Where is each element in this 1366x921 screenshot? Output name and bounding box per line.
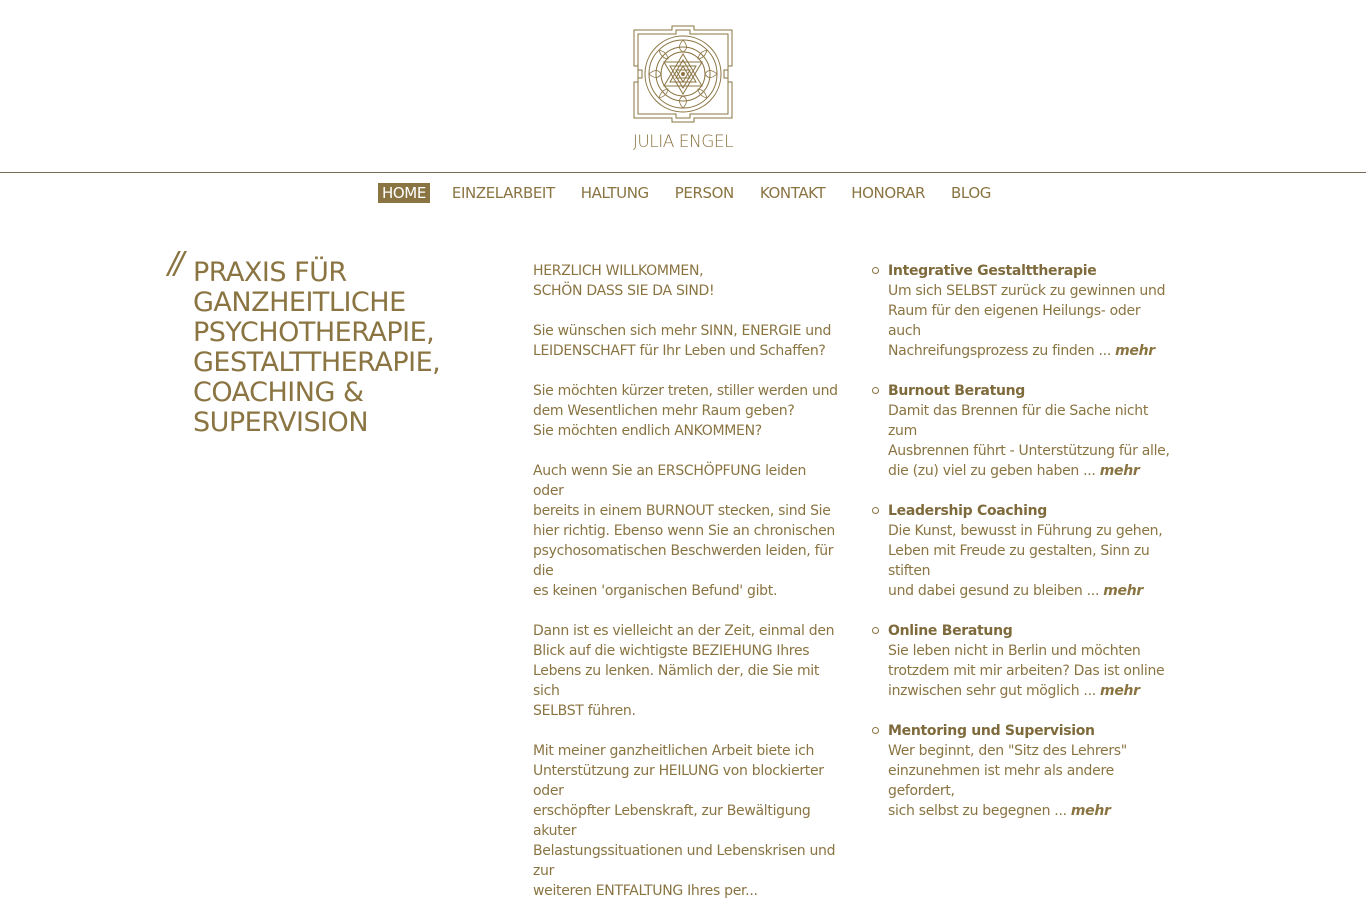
nav-item-honorar[interactable]: HONORAR [851,184,926,202]
service-description-text: Sie leben nicht in Berlin und möchten trotzdem mit mir arbeiten? Das ist online inzwischen sehr gut möglich ... [888,643,1165,699]
service-item [872,261,1172,361]
more-link[interactable]: mehr [1100,683,1140,699]
header-divider [0,172,1366,173]
more-link[interactable]: mehr [1099,463,1140,479]
bullet-icon [872,507,879,514]
welcome-greeting: HERZLICH WILLKOMMEN, SCHÖN DASS SIE DA SIND! [533,263,715,299]
more-link[interactable]: mehr [1115,343,1155,359]
welcome-paragraph: Sie wünschen sich mehr SINN, ENERGIE und LEIDENSCHAFT für Ihr Leben und Schaffen? [533,323,832,359]
service-item [872,621,1172,701]
welcome-paragraph: Sie möchten kürzer treten, stiller werden und dem Wesentlichen mehr Raum geben? Sie möchten endlich ANKOMMEN? [533,383,838,439]
service-description-text: Um sich SELBST zurück zu gewinnen und Raum für den eigenen Heilungs- oder auch Nachreifungsprozess zu finden ... [888,283,1166,359]
service-description [888,281,1172,361]
welcome-paragraph: Auch wenn Sie an ERSCHÖPFUNG leiden oder bereits in einem BURNOUT stecken, sind Sie hier richtig. Ebenso wenn Sie an chronischen psychosomatischen Beschwerden leiden, für die es keinen 'organischen Befund' gibt. [533,463,835,599]
welcome-paragraph: Mit meiner ganzheitlichen Arbeit biete ich Unterstützung zur HEILUNG von blockierter oder erschöpfter Lebenskraft, zur Bewältigung akuter Belastungssituationen und Lebenskrisen und zur weiteren ENTFALTUNG Ihres per... [533,743,836,899]
site-name[interactable]: JULIA ENGEL [632,132,734,152]
service-description [888,741,1172,821]
headline-line: PRAXIS FÜR [193,257,347,288]
service-title[interactable]: Leadership Coaching [888,503,1047,519]
service-description [888,641,1172,701]
site-header [0,0,1366,172]
service-description-text: Damit das Brennen für die Sache nicht zum Ausbrennen führt - Unterstützung für alle, die (zu) viel zu geben haben ... [888,403,1170,479]
headline-line: COACHING & [193,377,364,408]
bullet-icon [872,267,879,274]
bullet-icon [872,727,879,734]
headline-line: PSYCHOTHERAPIE, [193,317,435,348]
nav-item-blog[interactable]: BLOG [951,184,991,202]
service-item [872,381,1172,481]
welcome-paragraph: Dann ist es vielleicht an der Zeit, einmal den Blick auf die wichtigste BEZIEHUNG Ihres Lebens zu lenken. Nämlich der, die Sie mit sich SELBST führen. [533,623,835,719]
headline-line: SUPERVISION [193,407,369,438]
welcome-text [533,261,838,921]
service-item [872,501,1172,601]
nav-item-haltung[interactable]: HALTUNG [580,184,649,202]
headline-line: GANZHEITLICHE [193,287,406,318]
nav-item-kontakt[interactable]: KONTAKT [759,184,826,202]
headline-line: GESTALTTHERAPIE, [193,347,441,378]
page-headline [193,258,493,438]
nav-item-person[interactable]: PERSON [674,184,734,202]
more-link[interactable]: mehr [1070,803,1111,819]
service-description-text: Die Kunst, bewusst in Führung zu gehen, Leben mit Freude zu gestalten, Sinn zu stiften und dabei gesund zu bleiben ... [888,523,1163,599]
service-title[interactable]: Burnout Beratung [888,383,1026,399]
service-description [888,401,1172,481]
headline-slashes: // [168,246,181,281]
service-description [888,521,1172,601]
service-title[interactable]: Mentoring und Supervision [888,723,1095,739]
service-title[interactable]: Integrative Gestalttherapie [888,263,1097,279]
nav-item-home[interactable]: HOME [378,183,430,203]
more-link[interactable]: mehr [1103,583,1144,599]
bullet-icon [872,387,879,394]
nav-item-einzelarbeit[interactable]: EINZELARBEIT [451,184,555,202]
service-title[interactable]: Online Beratung [888,623,1013,639]
service-item [872,721,1172,821]
sri-yantra-icon[interactable] [632,24,734,124]
services-list [872,261,1172,841]
bullet-icon [872,627,879,634]
main-nav [378,183,1013,203]
service-description-text: Wer beginnt, den "Sitz des Lehrers" einzunehmen ist mehr als andere gefordert, sich selbst zu begegnen ... [888,743,1127,819]
